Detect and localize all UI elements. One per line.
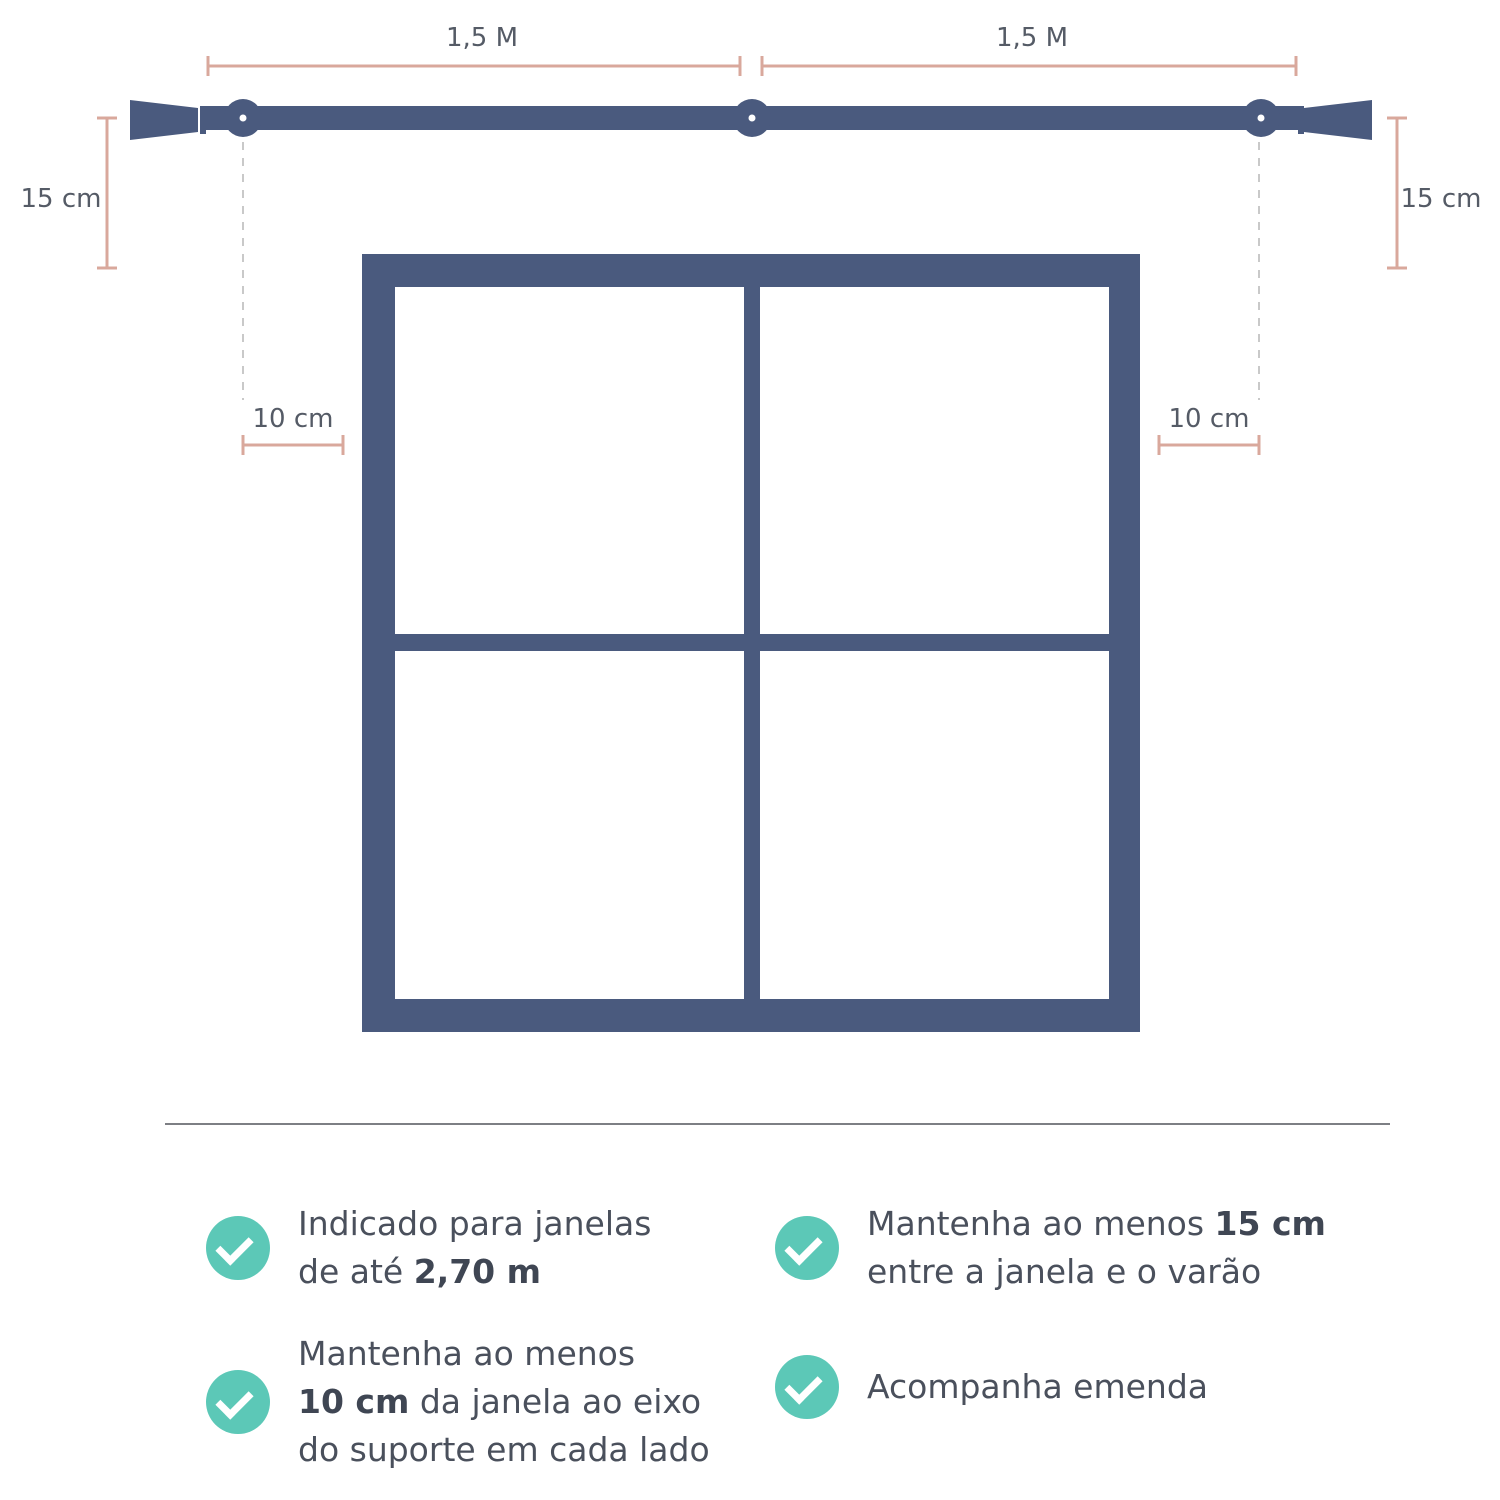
feature-text: Acompanha emenda xyxy=(867,1367,1209,1406)
rod-length-dimension-left xyxy=(208,56,740,76)
rod-length-label-left: 1,5 M xyxy=(445,23,519,53)
rod-length-dimension-right xyxy=(762,56,1296,76)
feature-item xyxy=(775,1355,1208,1419)
height-label-left: 15 cm xyxy=(20,184,102,214)
feature-item xyxy=(206,1200,651,1296)
check-icon xyxy=(775,1216,839,1280)
window-pane-top-right xyxy=(760,287,1109,634)
offset-dimension-left xyxy=(243,435,343,455)
feature-text: Mantenha ao menos 10 cm da janela ao eixo do suporte em cada lado xyxy=(298,1334,710,1469)
offset-label-left: 10 cm xyxy=(252,404,334,434)
offset-dimension-right xyxy=(1159,435,1259,455)
check-icon xyxy=(206,1216,270,1280)
section-divider xyxy=(165,1123,1390,1125)
rod-length-label-right: 1,5 M xyxy=(995,23,1069,53)
check-icon xyxy=(775,1355,839,1419)
feature-item xyxy=(206,1330,710,1474)
feature-text: Indicado para janelas de até 2,70 m xyxy=(298,1204,652,1291)
window-pane-top-left xyxy=(395,287,744,634)
window xyxy=(362,254,1140,1032)
window-pane-bottom-right xyxy=(760,651,1109,999)
finial-left xyxy=(130,100,198,140)
height-label-right: 15 cm xyxy=(1400,184,1482,214)
check-icon xyxy=(206,1370,270,1434)
window-pane-bottom-left xyxy=(395,651,744,999)
feature-text: Mantenha ao menos 15 cm entre a janela e o varão xyxy=(867,1204,1326,1291)
finial-right xyxy=(1304,100,1372,140)
feature-item xyxy=(775,1200,1326,1296)
offset-label-right: 10 cm xyxy=(1168,404,1250,434)
